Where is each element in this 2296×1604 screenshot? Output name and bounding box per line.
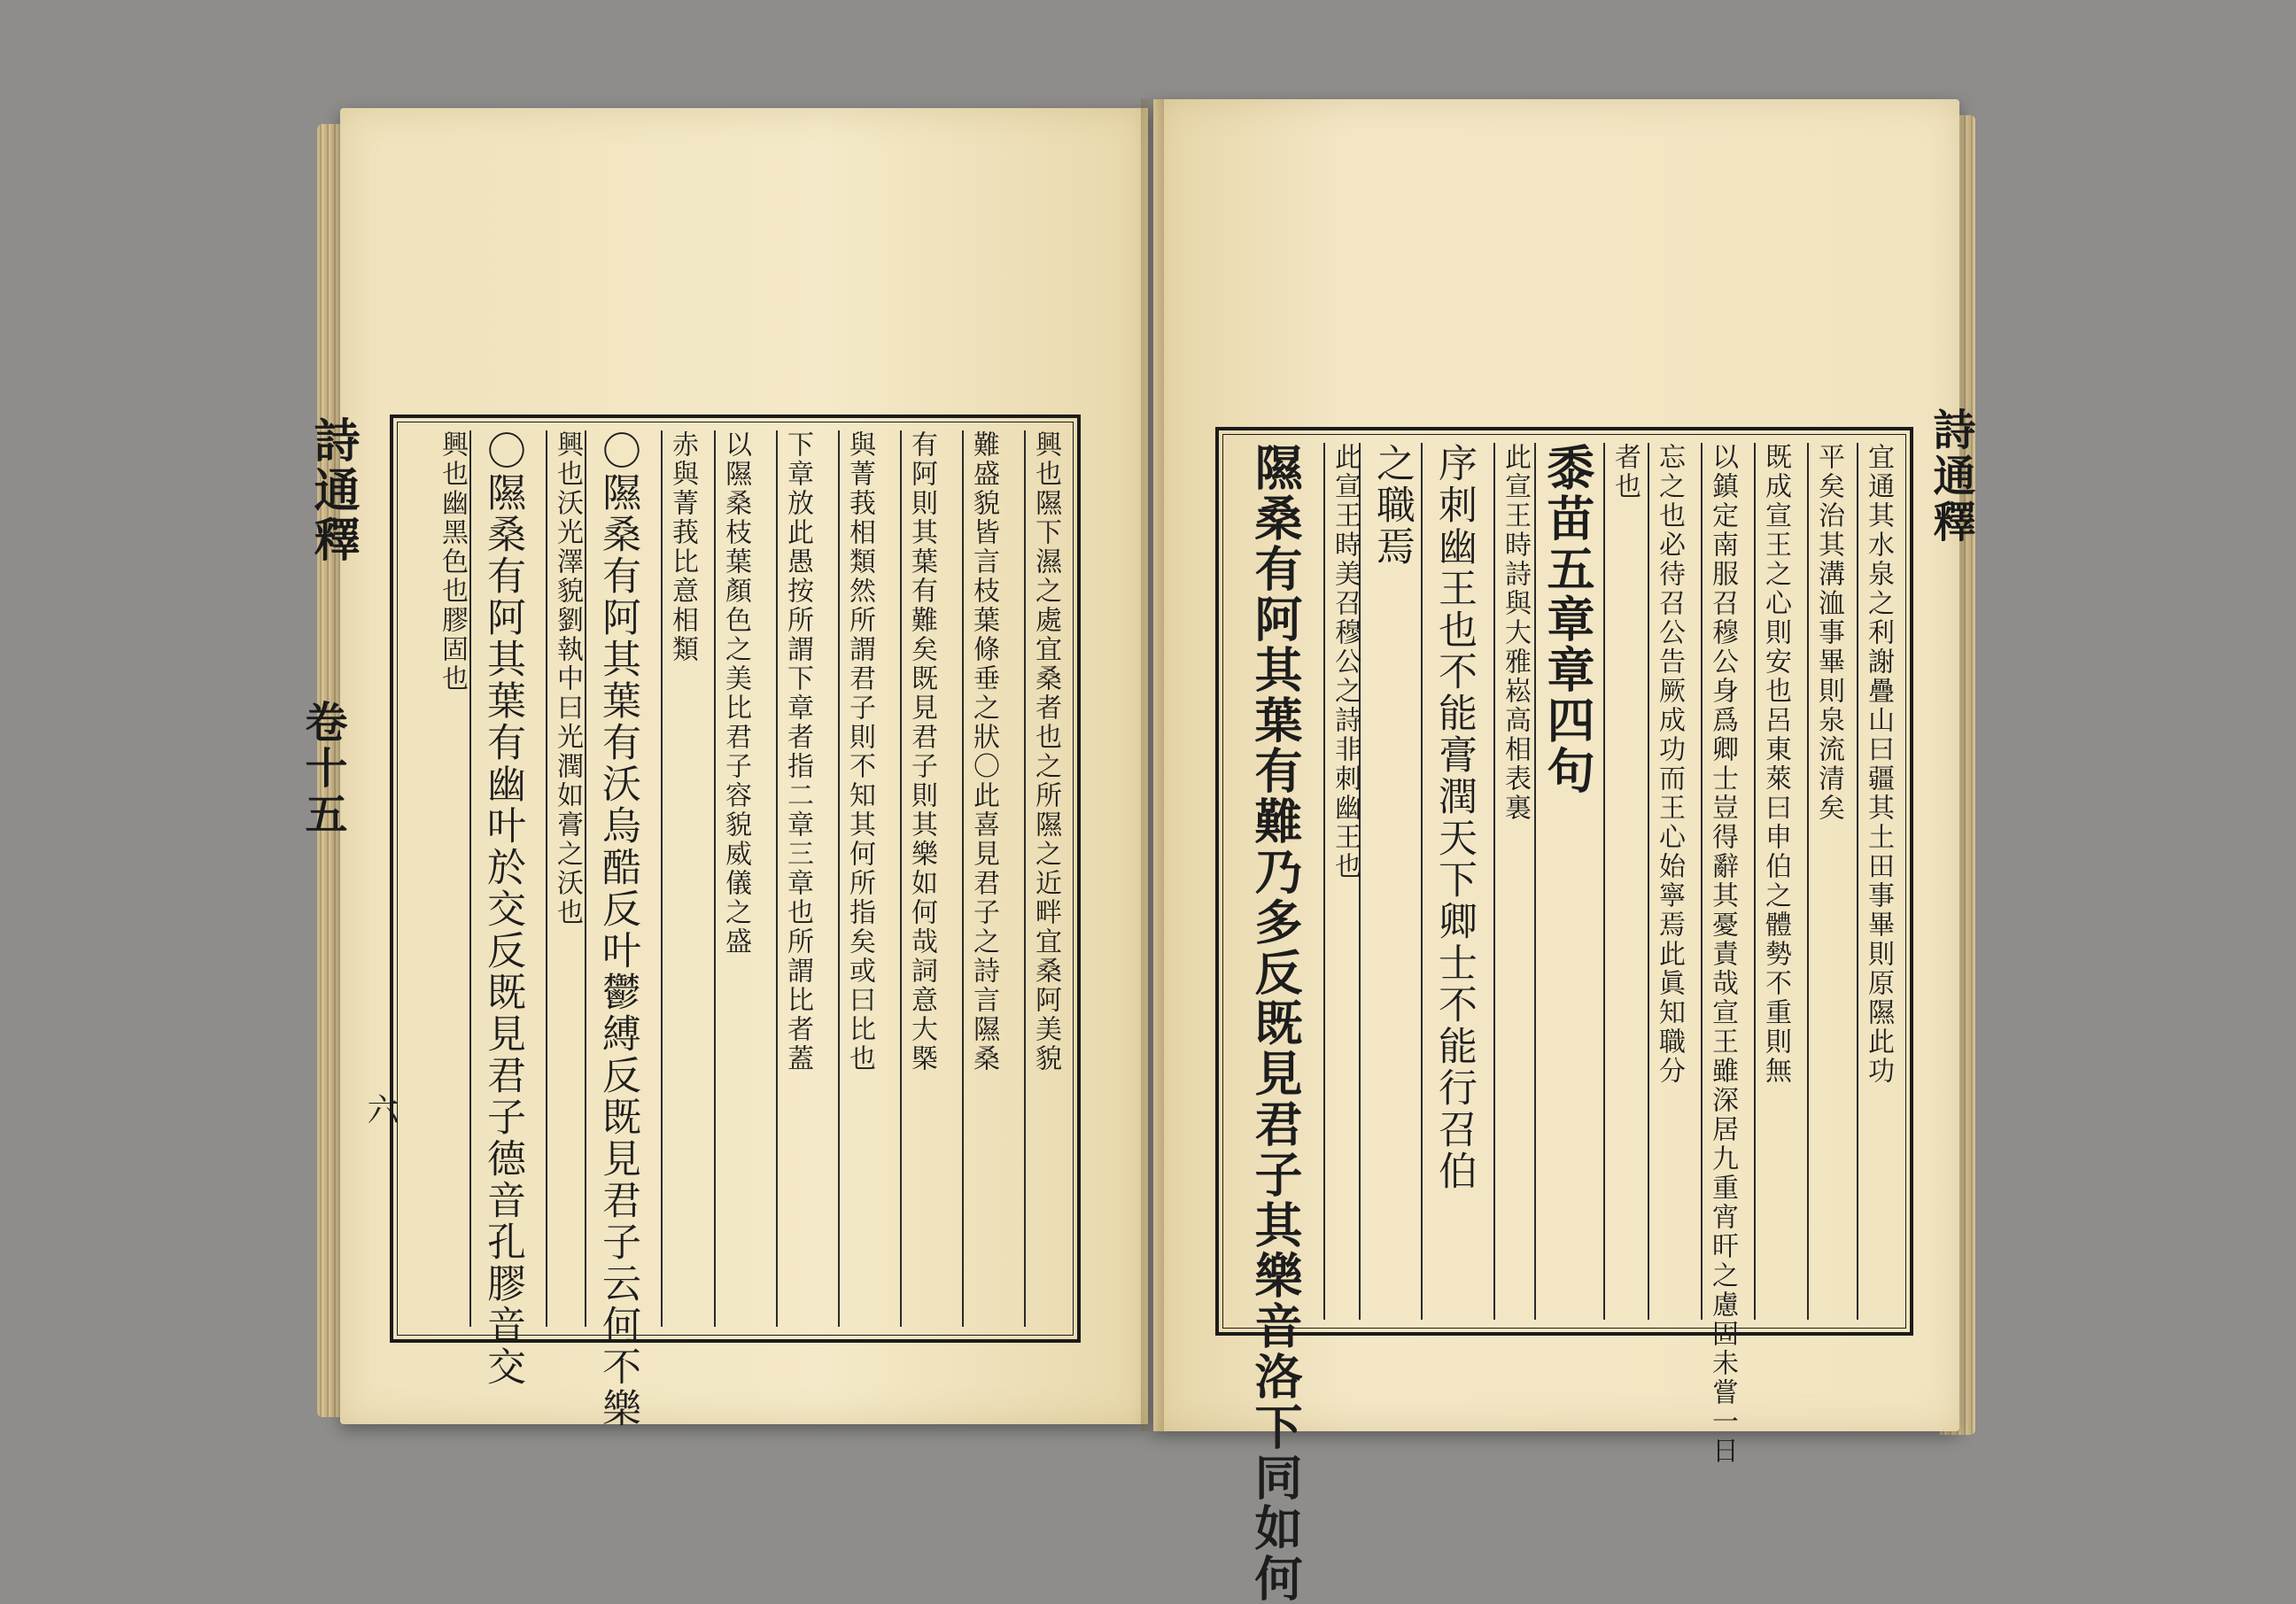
text-column: 平矣治其溝洫事畢則泉流清矣 — [1807, 443, 1848, 1320]
text-column: 之職焉 — [1359, 443, 1423, 1320]
left-spine-volume: 卷十五 — [298, 700, 347, 838]
text-column: 忘之也必待召公告厥成功而王心始寧焉此眞知職分 — [1648, 443, 1688, 1320]
text-column: 〇隰桑有阿其葉有沃烏酷反叶鬱縛反既見君子云何不樂 — [585, 430, 648, 1327]
text-column: 興也幽黑色也膠固也 — [437, 430, 468, 694]
text-column: 下章放此愚按所謂下章者指二章三章也所謂比者蓋 — [776, 430, 817, 1327]
text-column: 宜通其水泉之利謝疊山曰疆其土田事畢則原隰此功 — [1857, 443, 1897, 1320]
book-gutter — [1141, 99, 1164, 1431]
left-spine-title: 詩通釋 — [306, 416, 360, 565]
text-column: 興也沃光澤貌劉執中曰光潤如膏之沃也 — [546, 430, 586, 1327]
text-column: 難盛貌皆言枝葉條垂之狀〇此喜見君子之詩言隰桑 — [962, 430, 1003, 1327]
left-text-frame — [390, 415, 1081, 1430]
text-column: 〇隰桑有阿其葉有幽叶於交反既見君子德音孔膠音交 — [469, 430, 533, 1327]
text-column: 者也 — [1603, 443, 1644, 1320]
text-column: 以鎮定南服召穆公身爲卿士豈得辭其憂責哉宣王雖深居九重宵旰之慮固未嘗一日 — [1701, 443, 1741, 1320]
text-column: 以隰桑枝葉顏色之美比君子容貌威儀之盛 — [714, 430, 755, 1327]
text-column: 有阿則其葉有難矣既見君子則其樂如何哉詞意大槩 — [900, 430, 941, 1327]
text-column: 與菁莪相類然所謂君子則不知其何所指矣或曰比也 — [838, 430, 879, 1327]
text-column: 興也隰下濕之處宜桑者也之所隰之近畔宜桑阿美貌 — [1024, 430, 1065, 1327]
text-column: 序刺幽王也不能膏潤天下卿士不能行召伯 — [1421, 443, 1485, 1320]
text-column: 隰桑有阿其葉有難乃多反既見君子其樂音洛下同如何 — [1247, 443, 1304, 1604]
right-text-frame — [1215, 427, 1913, 1604]
right-spine-title: 詩通釋 — [1926, 407, 1975, 546]
text-column: 黍苗五章章四句 — [1534, 443, 1600, 1320]
text-column: 既成宣王之心則安也呂東萊曰申伯之體勢不重則無 — [1754, 443, 1795, 1320]
text-column: 赤與菁莪比意相類 — [661, 430, 702, 1327]
left-page-number: 六 — [362, 1093, 399, 1125]
text-column: 此宣王時詩與大雅崧高相表裏 — [1493, 443, 1534, 1320]
text-column: 此宣王時美召穆公之詩非刺幽王也 — [1323, 443, 1364, 1320]
